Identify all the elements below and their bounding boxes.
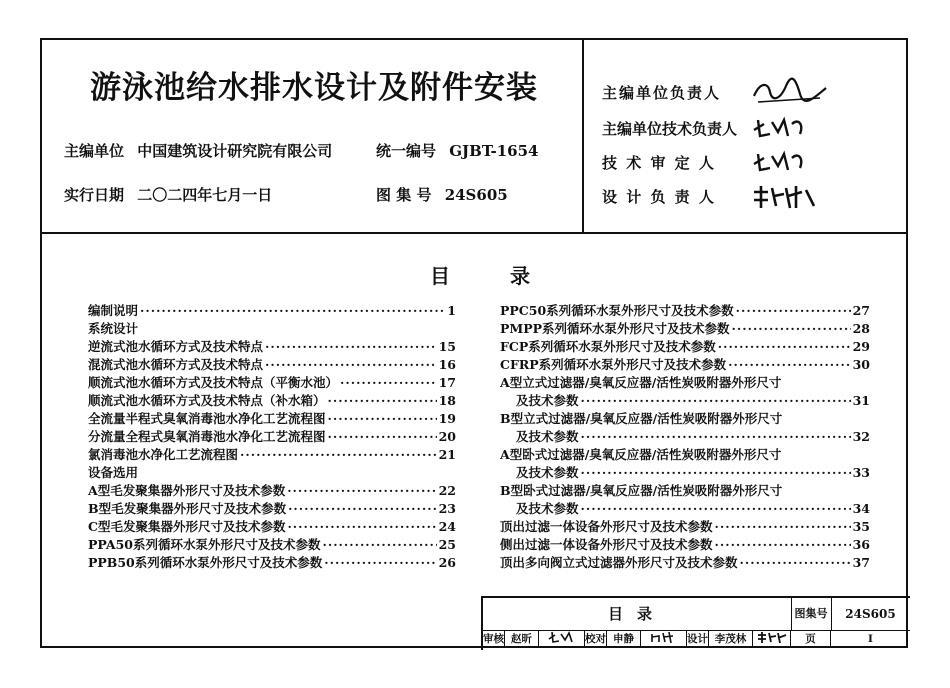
date-label: 实行日期 [64,186,125,204]
atlas-no-label: 图 集 号 [376,186,432,204]
toc-entry [88,500,456,518]
resp-role: 主编单位技术负责人 [602,120,738,138]
toc-entry-label: C型毛发聚集器外形尺寸及技术参数 [88,519,286,534]
toc-entry-page: 30 [852,357,870,372]
toc-entry [500,464,870,482]
toc-entry-page: 24 [438,519,456,534]
toc-leader-dots [324,554,436,572]
toc-entry-page: 17 [438,375,456,390]
toc-entry-label: PPA50系列循环水泵外形尺寸及技术参数 [88,537,321,552]
toc-entry [88,410,456,428]
review-name: 赵昕 [505,630,539,648]
resp-role: 技 术 审 定 人 [602,154,716,172]
toc-entry-label: PPB50系列循环水泵外形尺寸及技术参数 [88,555,323,570]
toc-entry-label: 顶出多向阀立式过滤器外形尺寸及技术参数 [500,555,738,570]
toc-entry-page: 31 [852,393,870,408]
toc-entry-label: PMPP系列循环水泵外形尺寸及技术参数 [500,321,730,336]
org-label: 主编单位 [64,142,125,160]
page-value: I [868,633,873,645]
toc-entry-page: 27 [852,303,870,318]
toc-entry [88,302,456,320]
toc-entry [88,518,456,536]
toc-leader-dots [581,392,851,410]
toc-entry-label: 及技术参数 [516,465,579,480]
resp-row-2 [602,118,750,139]
date-value: 二〇二四年七月一日 [137,186,273,204]
toc-leader-dots [328,392,437,410]
toc-entry-label: 及技术参数 [516,501,579,516]
toc-entry [500,536,870,554]
toc-entry [88,356,456,374]
toc-entry-label: 编制说明 [88,303,139,318]
review-signature-mark [547,630,577,644]
design-key: 设计 [687,630,709,648]
toc-entry-page: 37 [852,555,870,570]
toc-entry-label: 氯消毒池水净化工艺流程图 [88,447,239,462]
toc-entry-label: 顺流式池水循环方式及技术特点（平衡水池） [88,375,339,390]
toc-leader-dots [265,338,437,356]
toc-leader-dots [328,428,437,446]
toc-right-column [500,302,870,572]
resp-role: 主编单位负责人 [602,84,722,102]
toc-entry-page: 25 [438,537,456,552]
toc-entry-page: 21 [438,447,456,462]
toc-entry-page: 23 [438,501,456,516]
toc-entry-page: 20 [438,429,456,444]
toc-entry-label: B型毛发聚集器外形尺寸及技术参数 [88,501,287,516]
toc-entry [500,500,870,518]
signature-1 [750,76,830,106]
code-row [376,140,539,161]
toc-entry-page: 35 [852,519,870,534]
org-row [64,140,332,161]
toc-entry-label: A型卧式过滤器/臭氧反应器/活性炭吸附器外形尺寸 [500,447,782,462]
drawing-name: 目录 [483,598,792,630]
toc-entry-label: 侧出过滤一体设备外形尺寸及技术参数 [500,537,713,552]
toc-entry [88,428,456,446]
toc-entry-page: 15 [438,339,456,354]
resp-row-3 [602,152,750,173]
toc-entry-label: 系统设计 [88,321,139,336]
toc-entry-page: 29 [852,339,870,354]
toc-entry-label: 设备选用 [88,465,139,480]
toc-leader-dots [265,356,437,374]
toc-leader-dots [715,536,851,554]
toc-entry-label: 及技术参数 [516,393,579,408]
page-key: 页 [791,630,831,648]
toc-entry-page: 36 [852,537,870,552]
toc-leader-dots [328,410,437,428]
design-name: 李茂林 [709,630,753,648]
toc-entry-label: 逆流式池水循环方式及技术特点 [88,339,264,354]
toc-leader-dots [740,554,851,572]
toc-leader-dots [581,500,851,518]
toc-entry-label: A型立式过滤器/臭氧反应器/活性炭吸附器外形尺寸 [500,375,782,390]
title-block [481,596,910,650]
toc-leader-dots [287,518,436,536]
signoff-row [483,630,910,648]
toc-entry [88,374,456,392]
atlas-title: 游泳池给水排水设计及附件安装 [90,70,538,106]
toc-entry [500,374,870,392]
toc-entry [500,518,870,536]
toc-entry [88,446,456,464]
toc-entry [500,320,870,338]
review-signature [539,630,585,648]
toc-entry-label: 混流式池水循环方式及技术特点 [88,357,264,372]
toc-leader-dots [581,464,851,482]
header-divider [582,40,584,232]
toc-entry [88,338,456,356]
toc-entry-page: 32 [852,429,870,444]
toc-entry [88,554,456,572]
toc-entry-page: 16 [438,357,456,372]
toc-leader-dots [287,482,436,500]
toc-entry-label: A型毛发聚集器外形尺寸及技术参数 [88,483,286,498]
toc-entry [88,320,456,338]
toc-title: 目录 [430,264,590,288]
design-signature-mark [756,630,788,644]
signature-2 [750,114,810,142]
toc-entry-page: 26 [438,555,456,570]
toc-entry-page: 19 [438,411,456,426]
toc-entry [500,410,870,428]
resp-role: 设 计 负 责 人 [602,188,716,206]
toc-entry-label: CFRP系列循环水泵外形尺寸及技术参数 [500,357,727,372]
toc-entry-label: 及技术参数 [516,429,579,444]
toc-leader-dots [581,428,851,446]
org-value: 中国建筑设计研究院有限公司 [137,142,333,160]
check-key: 校对 [585,630,607,648]
toc-entry-page: 22 [438,483,456,498]
toc-entry [500,356,870,374]
check-name: 申静 [607,630,641,648]
atlas-value: 24S605 [845,607,896,621]
toc-leader-dots [140,302,445,320]
toc-leader-dots [240,446,437,464]
toc-entry [500,338,870,356]
toc-entry-label: B型卧式过滤器/臭氧反应器/活性炭吸附器外形尺寸 [500,483,783,498]
toc-entry [500,428,870,446]
signature-4 [750,182,820,212]
toc-entry-page: 28 [852,321,870,336]
check-signature-mark [649,630,679,644]
code-label: 统一编号 [376,142,437,160]
title-block-row [483,598,910,631]
toc-leader-dots [715,518,851,536]
toc-entry [88,392,456,410]
toc-leader-dots [718,338,851,356]
toc-entry-page: 34 [852,501,870,516]
design-signature [753,630,791,648]
toc-leader-dots [736,302,851,320]
toc-entry-label: FCP系列循环水泵外形尺寸及技术参数 [500,339,716,354]
toc-entry [500,392,870,410]
date-row [64,184,272,205]
resp-row-1 [602,82,750,103]
toc-entry-label: 全流量半程式臭氧消毒池水净化工艺流程图 [88,411,326,426]
toc-entry-page: 1 [447,303,456,318]
toc-entry-label: 分流量全程式臭氧消毒池水净化工艺流程图 [88,429,326,444]
cover-header [42,40,908,234]
code-value: GJBT-1654 [449,142,539,160]
toc-entry-label: PPC50系列循环水泵外形尺寸及技术参数 [500,303,734,318]
atlas-key: 图集号 [791,598,832,630]
check-signature [641,630,687,648]
toc-entry [500,554,870,572]
toc-leader-dots [728,356,850,374]
toc-entry-label: B型立式过滤器/臭氧反应器/活性炭吸附器外形尺寸 [500,411,783,426]
toc-leader-dots [322,536,436,554]
review-key: 审核 [483,630,505,648]
toc-entry [88,464,456,482]
toc-left-column [88,302,456,572]
toc-entry-page: 18 [438,393,456,408]
drawing-sheet [40,38,908,648]
resp-row-4 [602,186,750,207]
toc-leader-dots [288,500,437,518]
toc-leader-dots [732,320,851,338]
toc-entry [500,482,870,500]
toc-entry-label: 顶出过滤一体设备外形尺寸及技术参数 [500,519,713,534]
signature-3 [750,148,810,176]
toc-entry [88,536,456,554]
atlas-no-value: 24S605 [444,186,508,204]
toc-entry [88,482,456,500]
toc-entry [500,302,870,320]
toc-entry-label: 顺流式池水循环方式及技术特点（补水箱） [88,393,326,408]
toc-leader-dots [340,374,437,392]
toc-entry-page: 33 [852,465,870,480]
atlas-no-row [376,184,508,205]
toc-entry [500,446,870,464]
